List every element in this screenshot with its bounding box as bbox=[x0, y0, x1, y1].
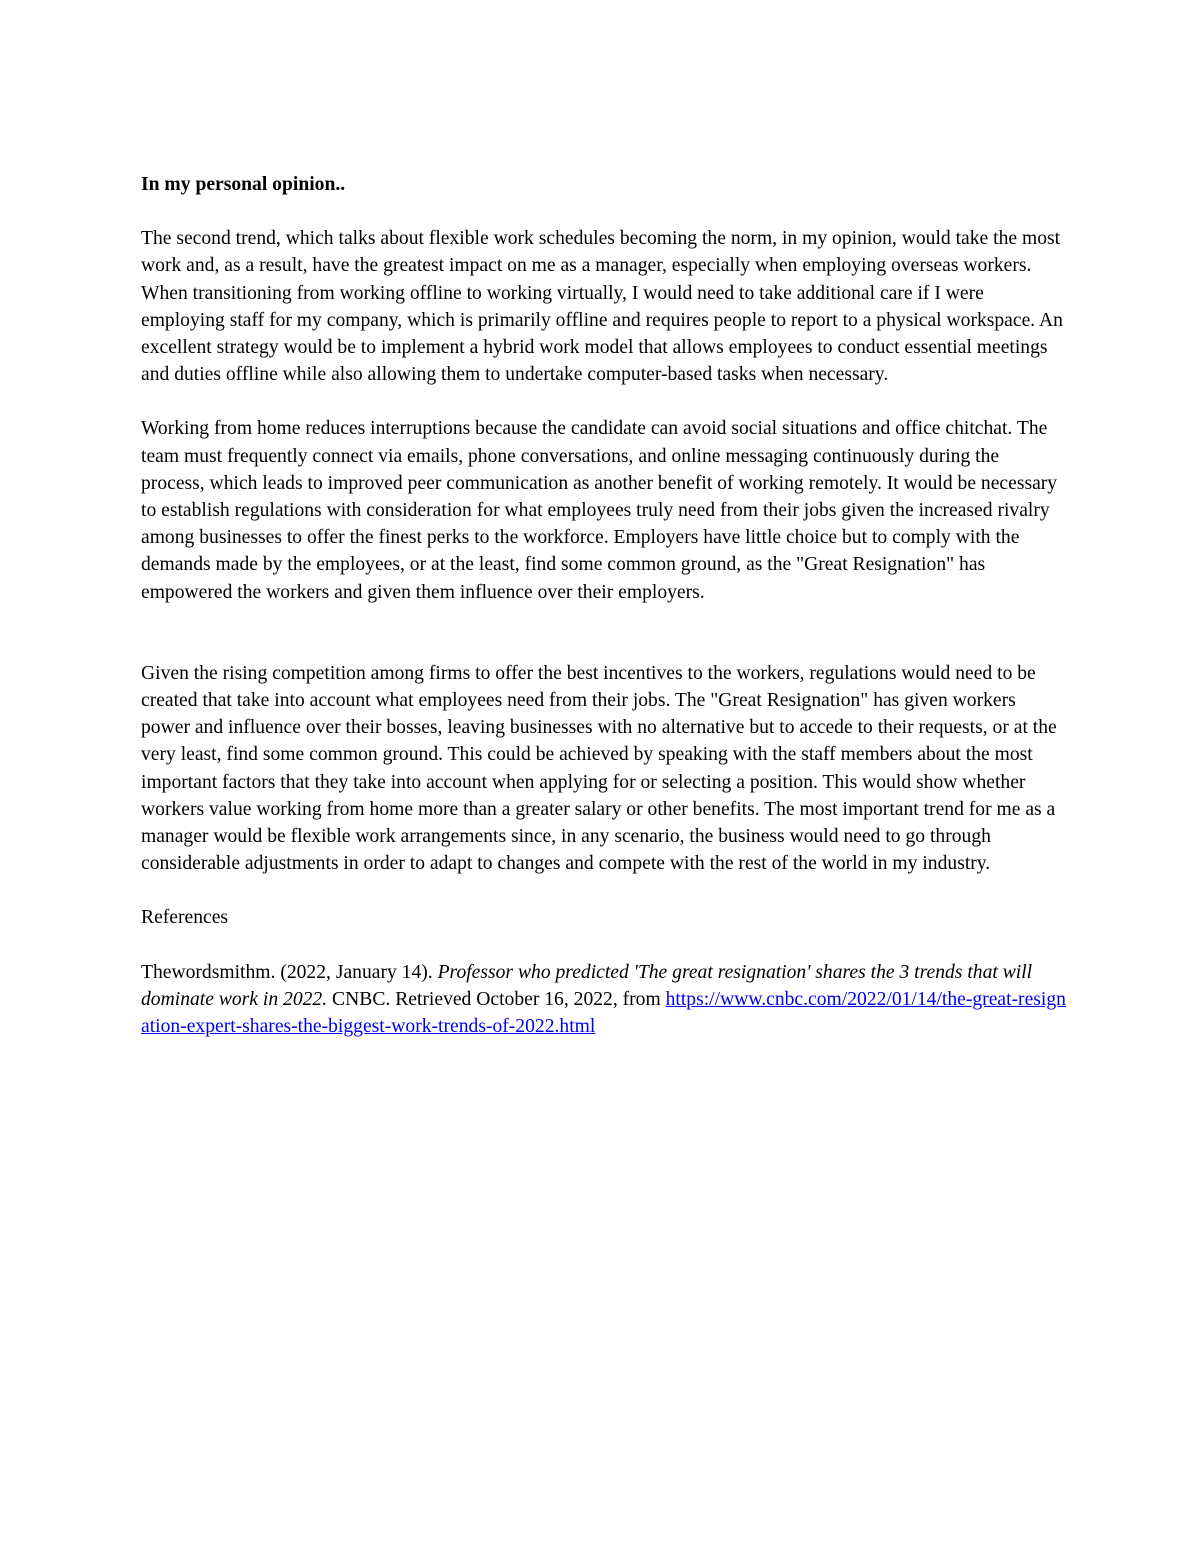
paragraph-1: The second trend, which talks about flexible work schedules becoming the norm, in my opinion, would take the most work and, as a result, have the greatest impact on me as a manager, especially when employing overseas workers. When transitioning from working offline to working virtually, I would need to take additional care if I were employing staff for my company, which is primarily offline and requires people to report to a physical workspace. An excellent strategy would be to implement a hybrid work model that allows employees to conduct essential meetings and duties offline while also allowing them to undertake computer-based tasks when necessary. bbox=[141, 228, 1063, 386]
reference-author-date: Thewordsmithm. (2022, January 14). bbox=[141, 961, 438, 983]
spacer bbox=[141, 388, 1066, 415]
document-body bbox=[141, 171, 1066, 1040]
reference-source: CNBC. Retrieved October 16, 2022, from bbox=[327, 988, 666, 1010]
paragraph-3: Given the rising competition among firms to offer the best incentives to the workers, regulations would need to be created that take into account what employees need from their jobs. The "Great Resignation" has given workers power and influence over their bosses, leaving businesses with no alternative but to accede to their requests, or at the very least, find some common ground. This could be achieved by speaking with the staff members about the most important factors that they take into account when applying for or selecting a position. This would show whether workers value working from home more than a greater salary or other benefits. The most important trend for me as a manager would be flexible work arrangements since, in any scenario, the business would need to go through considerable adjustments in order to adapt to changes and compete with the rest of the world in my industry. bbox=[141, 662, 1057, 875]
document-heading: In my personal opinion.. bbox=[141, 174, 346, 195]
reference-entry bbox=[141, 959, 1066, 1041]
spacer bbox=[141, 198, 1066, 225]
spacer bbox=[141, 606, 1066, 660]
reference-title: Professor who predicted 'The great resignation' shares the 3 trends that will dominate work in 2022. bbox=[141, 961, 1033, 1010]
spacer bbox=[141, 877, 1066, 904]
spacer bbox=[141, 932, 1066, 959]
reference-link[interactable]: https://www.cnbc.com/2022/01/14/the-great-resignation-expert-shares-the-biggest-work-trends-of-2022.html bbox=[141, 988, 1066, 1038]
references-heading: References bbox=[141, 907, 229, 929]
paragraph-2: Working from home reduces interruptions because the candidate can avoid social situations and office chitchat. The team must frequently connect via emails, phone conversations, and online messaging continuously during the process, which leads to improved peer communication as another benefit of working remotely. It would be necessary to establish regulations with consideration for what employees truly need from their jobs given the increased rivalry among businesses to offer the finest perks to the workforce. Employers have little choice but to comply with the demands made by the employees, or at the least, find some common ground, as the "Great Resignation" has empowered the workers and given them influence over their employers. bbox=[141, 418, 1058, 603]
